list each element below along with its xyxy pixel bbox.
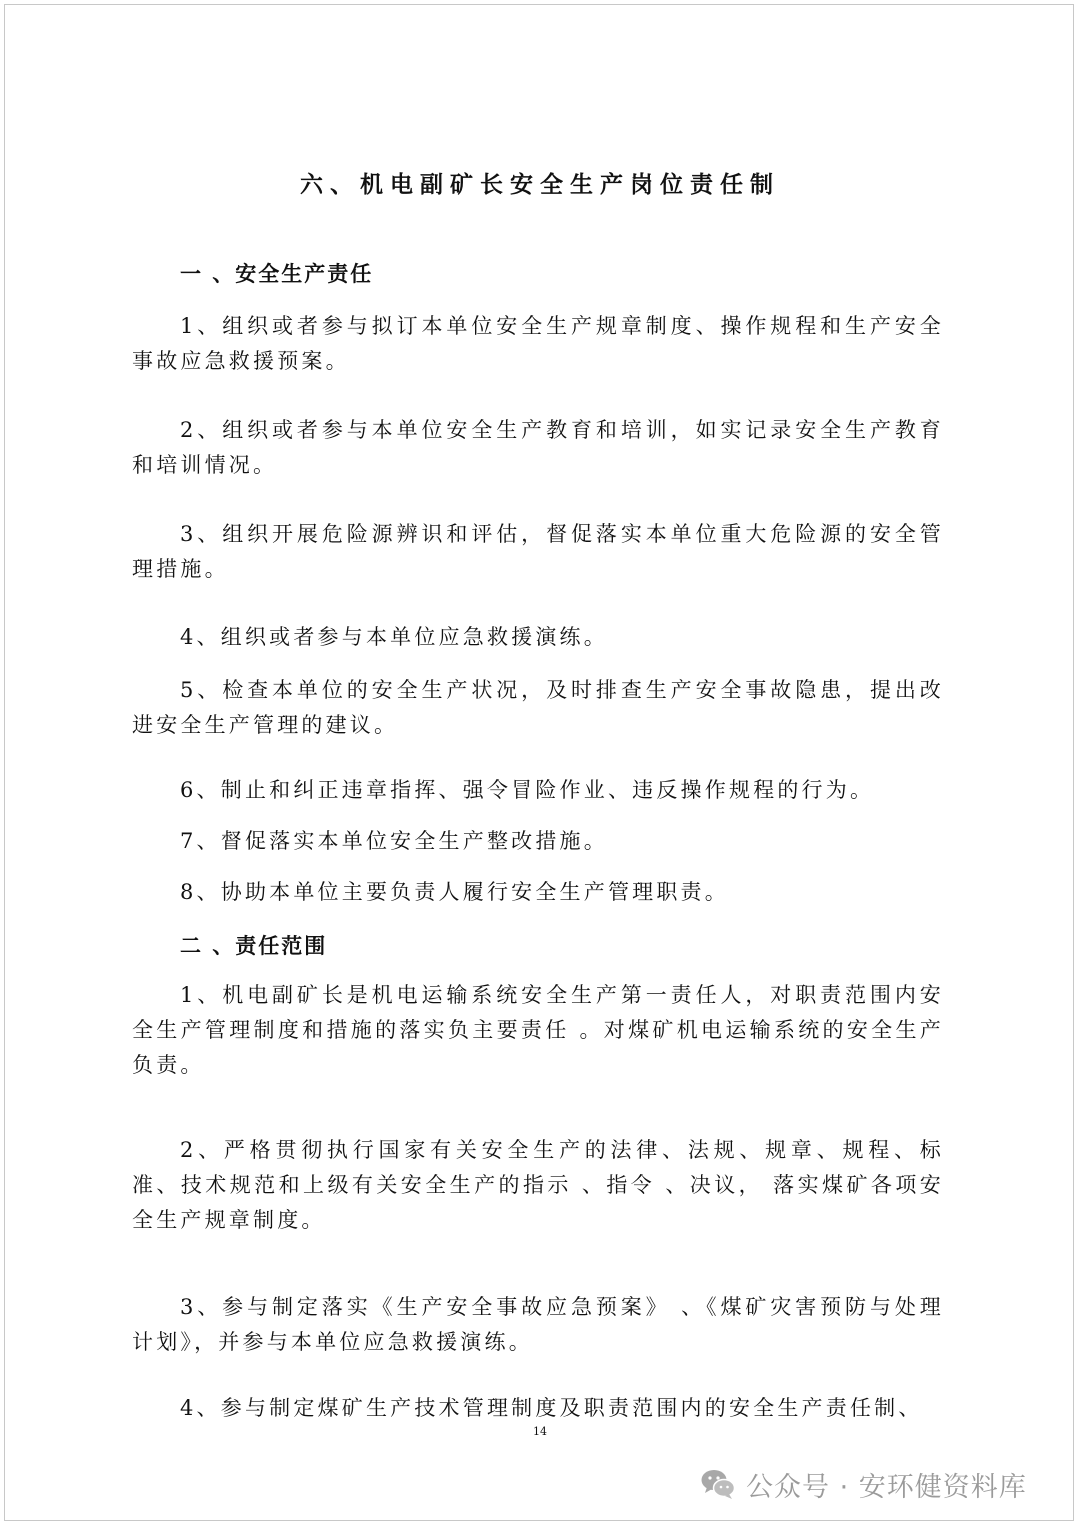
paragraph-1-2: 2、组织或者参与本单位安全生产教育和培训，如实记录安全生产教育和培训情况。 [132, 418, 944, 477]
wechat-watermark [700, 1462, 1027, 1506]
paragraph-2-3: 3、参与制定落实《生产安全事故应急预案》 、《煤矿灾害预防与处理计划》，并参与本单位应急救援演练。 [132, 1295, 944, 1354]
paragraph-1-3: 3、组织开展危险源辨识和评估，督促落实本单位重大危险源的安全管理措施。 [132, 522, 944, 581]
paragraph-2-1: 1、机电副矿长是机电运输系统安全生产第一责任人，对职责范围内安全生产管理制度和措施的落实负主要责任 。对煤矿机电运输系统的安全生产负责。 [132, 983, 944, 1077]
watermark-text: 公众号 · 安环健资料库 [746, 1471, 1027, 1503]
section-heading-scope: 二 、责任范围 [180, 933, 328, 958]
paragraph-1-4: 4、组织或者参与本单位应急救援演练。 [180, 625, 608, 649]
paragraph-2-2: 2、严格贯彻执行国家有关安全生产的法律、法规、规章、规程、标准、技术规范和上级有关安全生产的指示 、指令 、决议， 落实煤矿各项安全生产规章制度。 [132, 1138, 944, 1232]
paragraph-1-1: 1、组织或者参与拟订本单位安全生产规章制度、操作规程和生产安全事故应急救援预案。 [132, 314, 944, 373]
document-title: 六、机电副矿长安全生产岗位责任制 [300, 171, 780, 198]
paragraph-1-7: 7、督促落实本单位安全生产整改措施。 [180, 829, 608, 853]
page-number: 14 [533, 1425, 547, 1438]
section-heading-responsibility: 一 、安全生产责任 [180, 261, 374, 286]
wechat-icon [700, 1468, 736, 1500]
paragraph-1-8: 8、协助本单位主要负责人履行安全生产管理职责。 [180, 880, 729, 904]
paragraph-2-4: 4、参与制定煤矿生产技术管理制度及职责范围内的安全生产责任制、 [180, 1396, 923, 1420]
paragraph-1-5: 5、检查本单位的安全生产状况，及时排查生产安全事故隐患，提出改进安全生产管理的建议。 [132, 678, 944, 737]
paragraph-1-6: 6、制止和纠正违章指挥、强令冒险作业、违反操作规程的行为。 [180, 778, 875, 802]
